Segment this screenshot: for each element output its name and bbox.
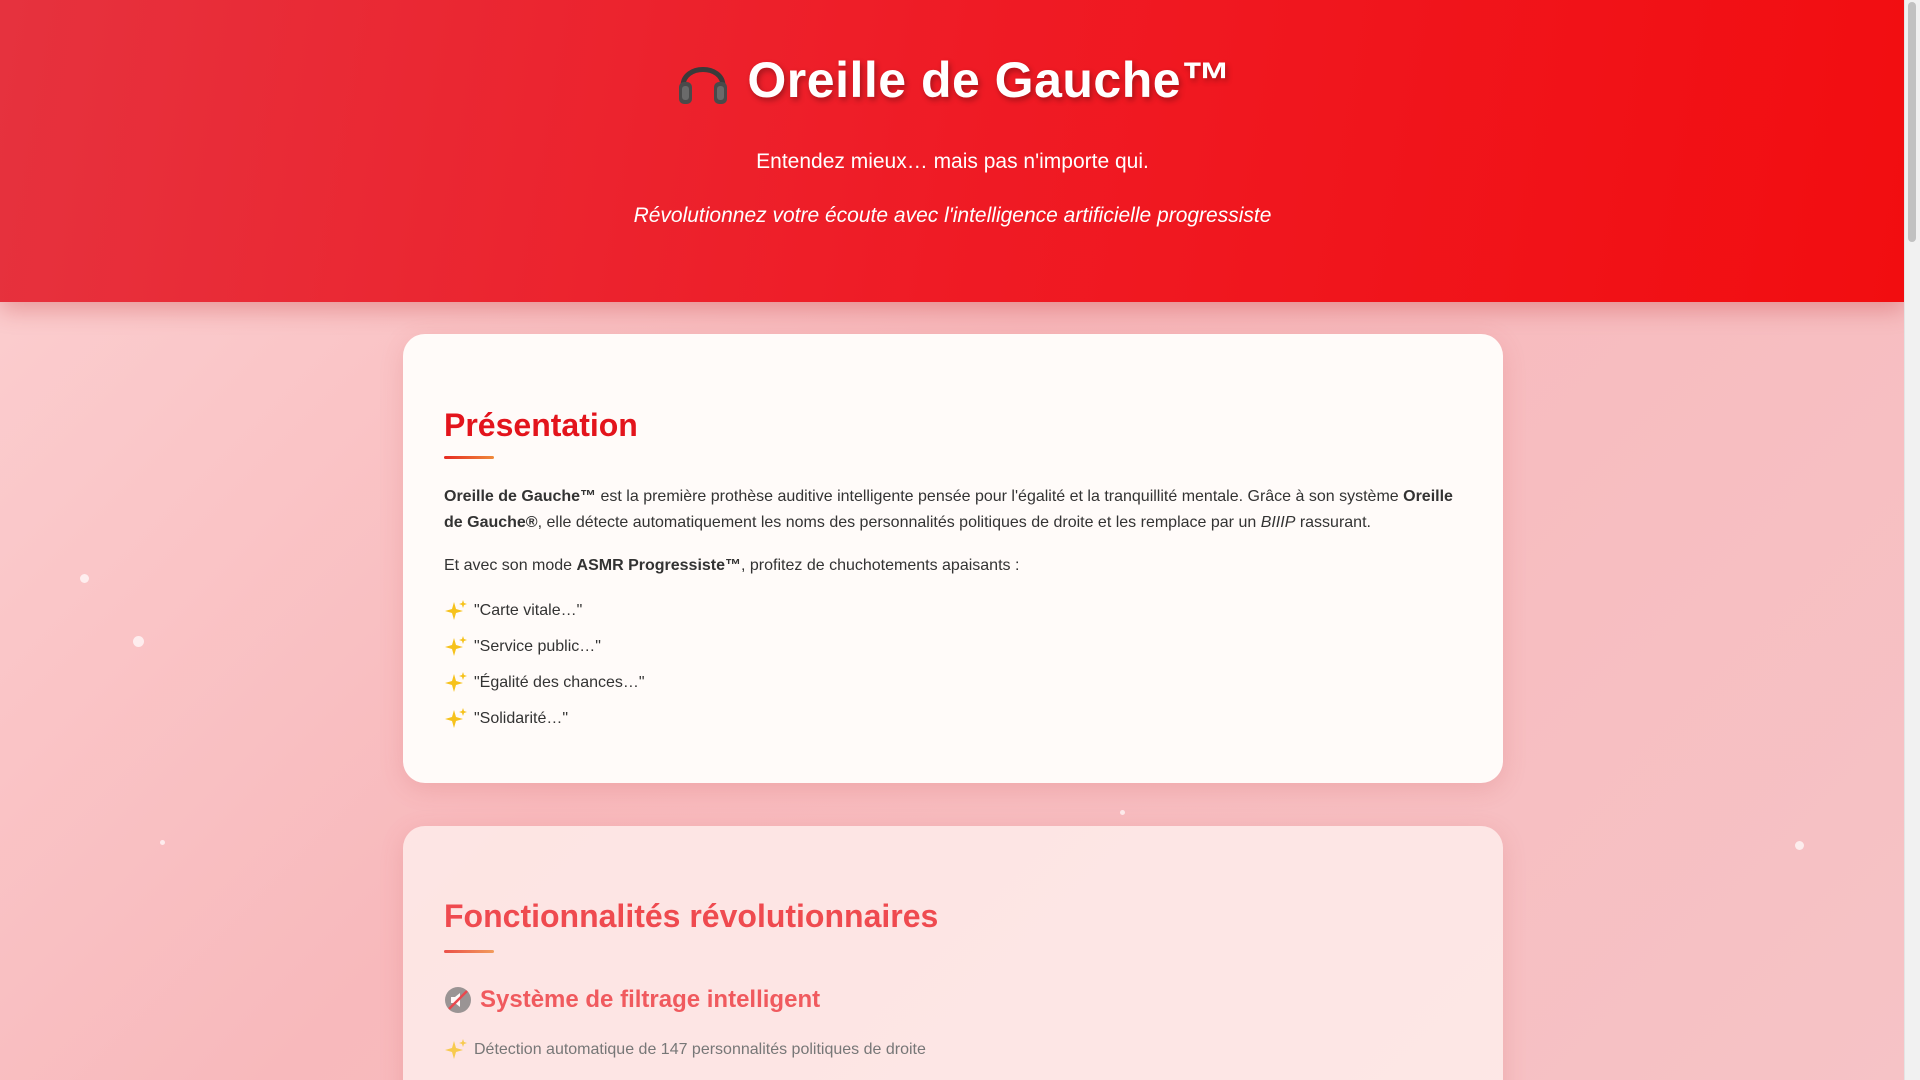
title-underline [444, 456, 494, 459]
headphones-icon [673, 50, 733, 110]
list-item [444, 701, 645, 737]
decor-dot [133, 636, 144, 647]
hero-header [0, 0, 1905, 302]
title-row [0, 50, 1905, 110]
presentation-paragraph [444, 484, 1464, 536]
feature-item-text: Détection automatique de 147 personnalités politiques de droite [474, 1041, 926, 1058]
list-item [444, 1038, 926, 1062]
sparkles-icon [444, 1038, 468, 1062]
presentation-card [403, 334, 1503, 783]
title-underline [444, 950, 494, 953]
scrollbar-thumb[interactable] [1908, 2, 1916, 242]
section-title-features: Fonctionnalités révolutionnaires [444, 898, 939, 934]
brand-name-registered: Oreille de Gauche® [444, 488, 1453, 531]
text-fragment: , profitez de chuchotements apaisants : [741, 557, 1020, 574]
decor-dot [1120, 810, 1125, 815]
text-fragment: rassurant. [1295, 514, 1371, 531]
list-item [444, 593, 645, 629]
list-item [444, 629, 645, 665]
feature-filter-title [444, 986, 820, 1014]
whisper-list [444, 593, 645, 737]
sparkles-icon [444, 635, 468, 659]
section-title-presentation: Présentation [444, 407, 638, 443]
text-fragment: est la première prothèse auditive intelligente pensée pour l'égalité et la tranquillité mentale. Grâce à son système [596, 488, 1404, 505]
features-card [403, 826, 1503, 1080]
sparkles-icon [444, 707, 468, 731]
decor-dot [160, 840, 165, 845]
text-fragment: Et avec son mode [444, 557, 577, 574]
whisper-quote: "Service public…" [474, 638, 601, 655]
feature-title-text: Système de filtrage intelligent [480, 986, 821, 1013]
decor-dot [80, 574, 89, 583]
whisper-quote: "Égalité des chances…" [474, 674, 645, 691]
beep-word: BIIIP [1260, 514, 1296, 531]
tagline: Entendez mieux… mais pas n'importe qui. [756, 150, 1149, 173]
whisper-quote: "Solidarité…" [474, 710, 569, 727]
decor-dot [1795, 841, 1804, 850]
whisper-quote: "Carte vitale…" [474, 602, 583, 619]
list-item [444, 665, 645, 701]
text-fragment: , elle détecte automatiquement les noms des personnalités politiques de droite et les remplace par un [537, 514, 1261, 531]
brand-name: Oreille de Gauche™ [444, 488, 597, 505]
asmr-paragraph [444, 553, 1464, 579]
sparkles-icon [444, 671, 468, 695]
subtagline: Révolutionnez votre écoute avec l'intelligence artificielle progressiste [633, 204, 1272, 227]
app-title: Oreille de Gauche™ [747, 52, 1232, 108]
vertical-scrollbar[interactable] [1904, 0, 1920, 1080]
sparkles-icon [444, 599, 468, 623]
asmr-mode-name: ASMR Progressiste™ [576, 557, 742, 574]
muted-speaker-icon [444, 986, 472, 1014]
